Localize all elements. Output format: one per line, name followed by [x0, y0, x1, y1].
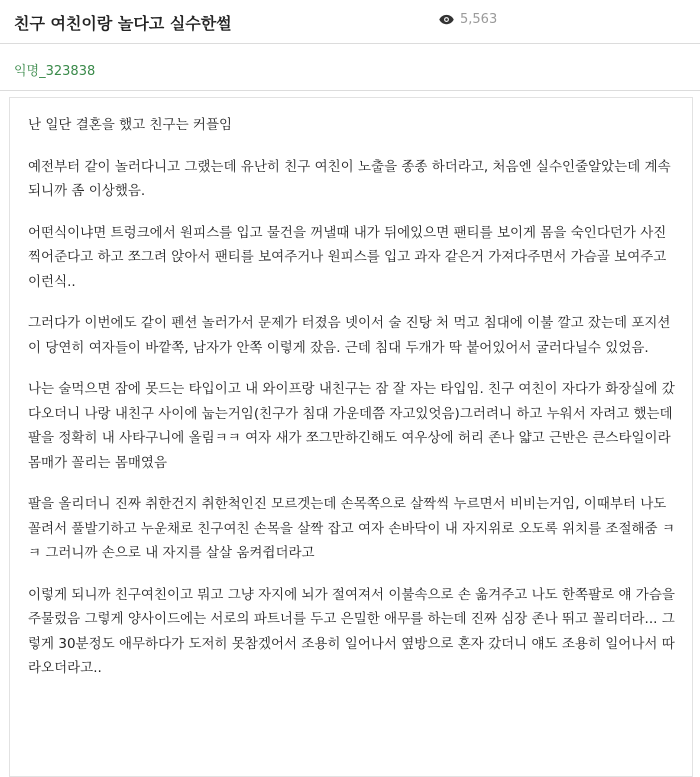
post-paragraph: 팔을 올리더니 진짜 취한건지 취한척인진 모르겟는데 손목쪽으로 살짝씩 누르면서 비비는거임, 이때부터 나도 꼴려서 풀발기하고 누운채로 친구여친 손목을 살짝 잡고 여자 손바닥이 내 자지위로 오도록 위치를 조절해줌 ㅋㅋ 그러니까 손으로 내 자지를 살살 움켜쥡더라고	[28, 496, 675, 561]
post-paragraph: 난 일단 결혼을 했고 친구는 커플임	[28, 117, 233, 133]
post-paragraph: 이렇게 되니까 친구여친이고 뭐고 그냥 자지에 뇌가 절여져서 이불속으로 손 옮겨주고 나도 한쪽팔로 얘 가슴을 주물렀음 그렇게 양사이드에는 서로의 파트너를 두고 은밀한 애무를 하는데 진짜 심장 존나 뛰고 꼴리더라... 그렇게 30분정도 애무하다가 도저히 못참겠어서 조용히 일어나서 옆방으로 혼자 갔더니 얘도 조용히 일어나서 따라오더라고..	[28, 586, 675, 676]
view-count	[439, 12, 497, 27]
post-body	[9, 97, 693, 777]
post-header	[0, 0, 700, 44]
post-paragraph: 그러다가 이번에도 같이 펜션 놀러가서 문제가 터졌음 넷이서 술 진탕 처 먹고 침대에 이불 깔고 잤는데 포지션이 당연히 여자들이 바깥쪽, 남자가 안쪽 이렇게 잤음. 근데 침대 두개가 딱 붙어있어서 굴러다닐수 있었음.	[28, 315, 671, 356]
author-bar	[0, 44, 700, 91]
post-title: 친구 여친이랑 놀다고 실수한썰	[14, 14, 232, 33]
eye-icon	[439, 14, 454, 25]
post-paragraph: 어떤식이냐면 트렁크에서 원피스를 입고 물건을 꺼낼때 내가 뒤에있으면 팬티를 보이게 몸을 숙인다던가 사진찍어준다고 하고 쪼그려 앉아서 팬티를 보여주거나 원피스를 입고 과자 같은거 가져다주면서 가슴골 보여주고 이런식..	[28, 224, 667, 290]
post-paragraph: 예전부터 같이 놀러다니고 그랬는데 유난히 친구 여친이 노출을 종종 하더라고, 처음엔 실수인줄알았는데 계속되니까 좀 이상했음.	[28, 158, 671, 199]
view-count-value: 5,563	[460, 12, 498, 27]
author-name[interactable]: 익명_323838	[14, 64, 96, 79]
post-paragraph: 나는 술먹으면 잠에 못드는 타입이고 내 와이프랑 내친구는 잠 잘 자는 타입임. 친구 여친이 자다가 화장실에 갔다오더니 나랑 내친구 사이에 눕는거임(친구가 침대 가운데쯤 자고있엇음)그러려니 하고 누워서 자려고 했는데 팔을 정확히 내 사타구니에 올림ㅋㅋ 여자 새가 쪼그만하긴해도 여우상에 허리 존나 얇고 근반은 큰스타일이라 몸매가 꼴리는 몸매였음	[28, 381, 675, 471]
